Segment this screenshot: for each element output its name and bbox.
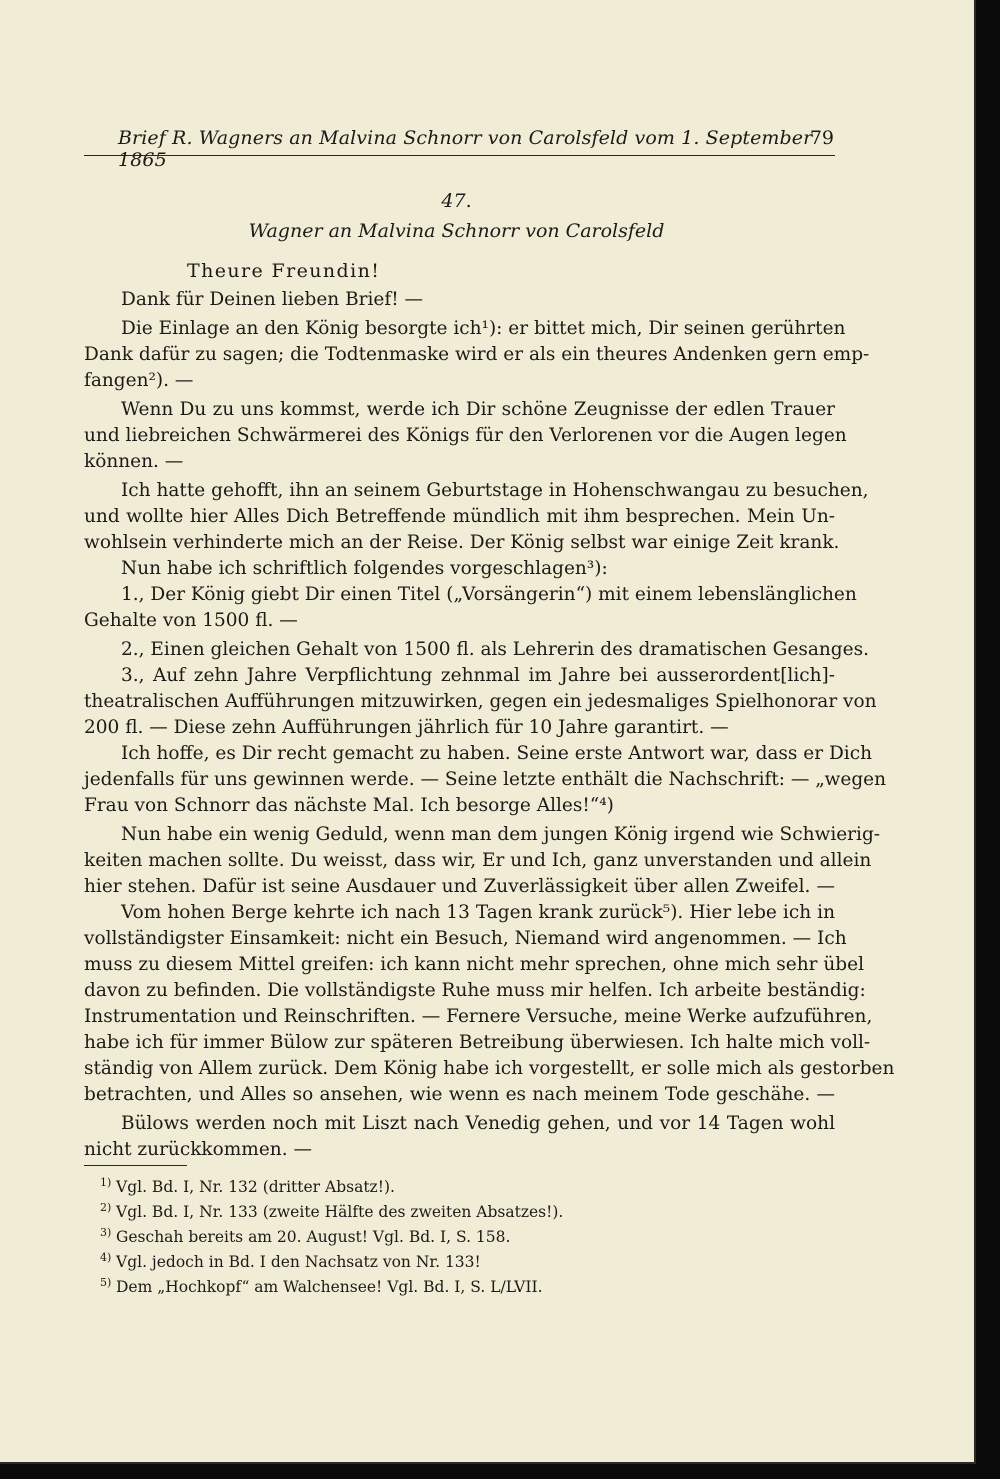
footnote-mark: 1)	[100, 1176, 112, 1189]
text-line: Die Einlage an den König besorgte ich¹): er bittet mich, Dir seinen gerührten	[121, 318, 846, 339]
text-line: theatralischen Aufführungen mitzuwirken, gegen ein jedesmaliges Spielhonorar von	[84, 691, 877, 712]
footnote-mark: 2)	[100, 1201, 112, 1214]
text-line: ständig von Allem zurück. Dem König habe ich vorgestellt, er solle mich als gestorben	[84, 1058, 895, 1079]
text-line: muss zu diesem Mittel greifen: ich kann nicht mehr sprechen, ohne mich sehr übel	[84, 954, 865, 975]
text-line: 1., Der König giebt Dir einen Titel („Vorsängerin“) mit einem lebenslänglichen	[121, 584, 857, 605]
running-head	[84, 127, 835, 171]
text-line: und liebreichen Schwärmerei des Königs für den Verlorenen vor die Augen legen	[84, 425, 847, 446]
text-line: davon zu befinden. Die vollständigste Ruhe muss mir helfen. Ich arbeite beständig:	[84, 980, 866, 1001]
letter-heading: Wagner an Malvina Schnorr von Carolsfeld	[248, 220, 665, 242]
text-line: betrachten, und Alles so ansehen, wie wenn es nach meinem Tode geschähe. —	[84, 1084, 835, 1105]
letter-number: 47.	[441, 190, 472, 212]
footnote	[100, 1226, 511, 1248]
text-line: jedenfalls für uns gewinnen werde. — Seine letzte enthält die Nachschrift: — „wegen	[84, 769, 887, 790]
text-line: Ich hoffe, es Dir recht gemacht zu haben. Seine erste Antwort war, dass er Dich	[121, 743, 873, 764]
text-line: keiten machen sollte. Du weisst, dass wir, Er und Ich, ganz unverstanden und allein	[84, 850, 872, 871]
text-line: 200 fl. — Diese zehn Aufführungen jährlich für 10 Jahre garantirt. —	[84, 717, 729, 738]
footnote	[100, 1201, 564, 1223]
footnote-text: Vgl. Bd. I, Nr. 132 (dritter Absatz!).	[116, 1178, 395, 1196]
footnote-mark: 4)	[100, 1251, 112, 1264]
text-line: vollständigster Einsamkeit: nicht ein Besuch, Niemand wird angenommen. — Ich	[84, 928, 847, 949]
text-line: und wollte hier Alles Dich Betreffende mündlich mit ihm besprechen. Mein Un-	[84, 506, 835, 527]
text-line: Frau von Schnorr das nächste Mal. Ich besorge Alles!“⁴)	[84, 795, 614, 816]
footnote-mark: 5)	[100, 1276, 112, 1289]
text-line: Ich hatte gehofft, ihn an seinem Geburtstage in Hohenschwangau zu besuchen,	[121, 480, 869, 501]
text-line: 3., Auf zehn Jahre Verpflichtung zehnmal im Jahre bei ausserordent[lich]-	[121, 665, 835, 686]
page-number: 79	[809, 127, 834, 149]
text-line: Bülows werden noch mit Liszt nach Venedig gehen, und vor 14 Tagen wohl	[121, 1113, 835, 1134]
text-line: Dank dafür zu sagen; die Todtenmaske wird er als ein theures Andenken gern emp-	[84, 344, 870, 365]
footnote-rule	[84, 1165, 187, 1166]
footnote-text: Dem „Hochkopf“ am Walchensee! Vgl. Bd. I, S. L/LVII.	[116, 1278, 543, 1296]
text-line: wohlsein verhinderte mich an der Reise. Der König selbst war einige Zeit krank.	[84, 532, 840, 553]
running-title: Brief R. Wagners an Malvina Schnorr von Carolsfeld vom 1. September 1865	[118, 127, 813, 171]
text-line: 2., Einen gleichen Gehalt von 1500 fl. als Lehrerin des dramatischen Gesanges.	[121, 639, 869, 660]
text-line: Wenn Du zu uns kommst, werde ich Dir schöne Zeugnisse der edlen Trauer	[121, 399, 835, 420]
text-line: Gehalte von 1500 fl. —	[84, 610, 298, 631]
footnote	[100, 1176, 395, 1198]
footnote-text: Vgl. jedoch in Bd. I den Nachsatz von Nr. 133!	[116, 1253, 481, 1271]
footnote	[100, 1251, 481, 1273]
footnote	[100, 1276, 543, 1298]
text-line: Nun habe ein wenig Geduld, wenn man dem jungen König irgend wie Schwierig-	[121, 824, 881, 845]
text-line: Nun habe ich schriftlich folgendes vorgeschlagen³):	[121, 558, 608, 579]
text-line: habe ich für immer Bülow zur späteren Betreibung überwiesen. Ich halte mich voll-	[84, 1032, 871, 1053]
text-line: können. —	[84, 451, 184, 472]
text-line: Dank für Deinen lieben Brief! —	[121, 289, 424, 310]
text-line: nicht zurückkommen. —	[84, 1139, 312, 1160]
footnote-mark: 3)	[100, 1226, 112, 1239]
salutation: Theure Freundin!	[187, 260, 381, 282]
text-line: Vom hohen Berge kehrte ich nach 13 Tagen krank zurück⁵). Hier lebe ich in	[121, 902, 835, 923]
text-line: hier stehen. Dafür ist seine Ausdauer und Zuverlässigkeit über allen Zweifel. —	[84, 876, 835, 897]
text-line: fangen²). —	[84, 370, 194, 391]
footnote-text: Vgl. Bd. I, Nr. 133 (zweite Hälfte des zweiten Absatzes!).	[116, 1203, 564, 1221]
text-line: Instrumentation und Reinschriften. — Fernere Versuche, meine Werke aufzuführen,	[84, 1006, 873, 1027]
footnote-text: Geschah bereits am 20. August! Vgl. Bd. I, S. 158.	[116, 1228, 511, 1246]
